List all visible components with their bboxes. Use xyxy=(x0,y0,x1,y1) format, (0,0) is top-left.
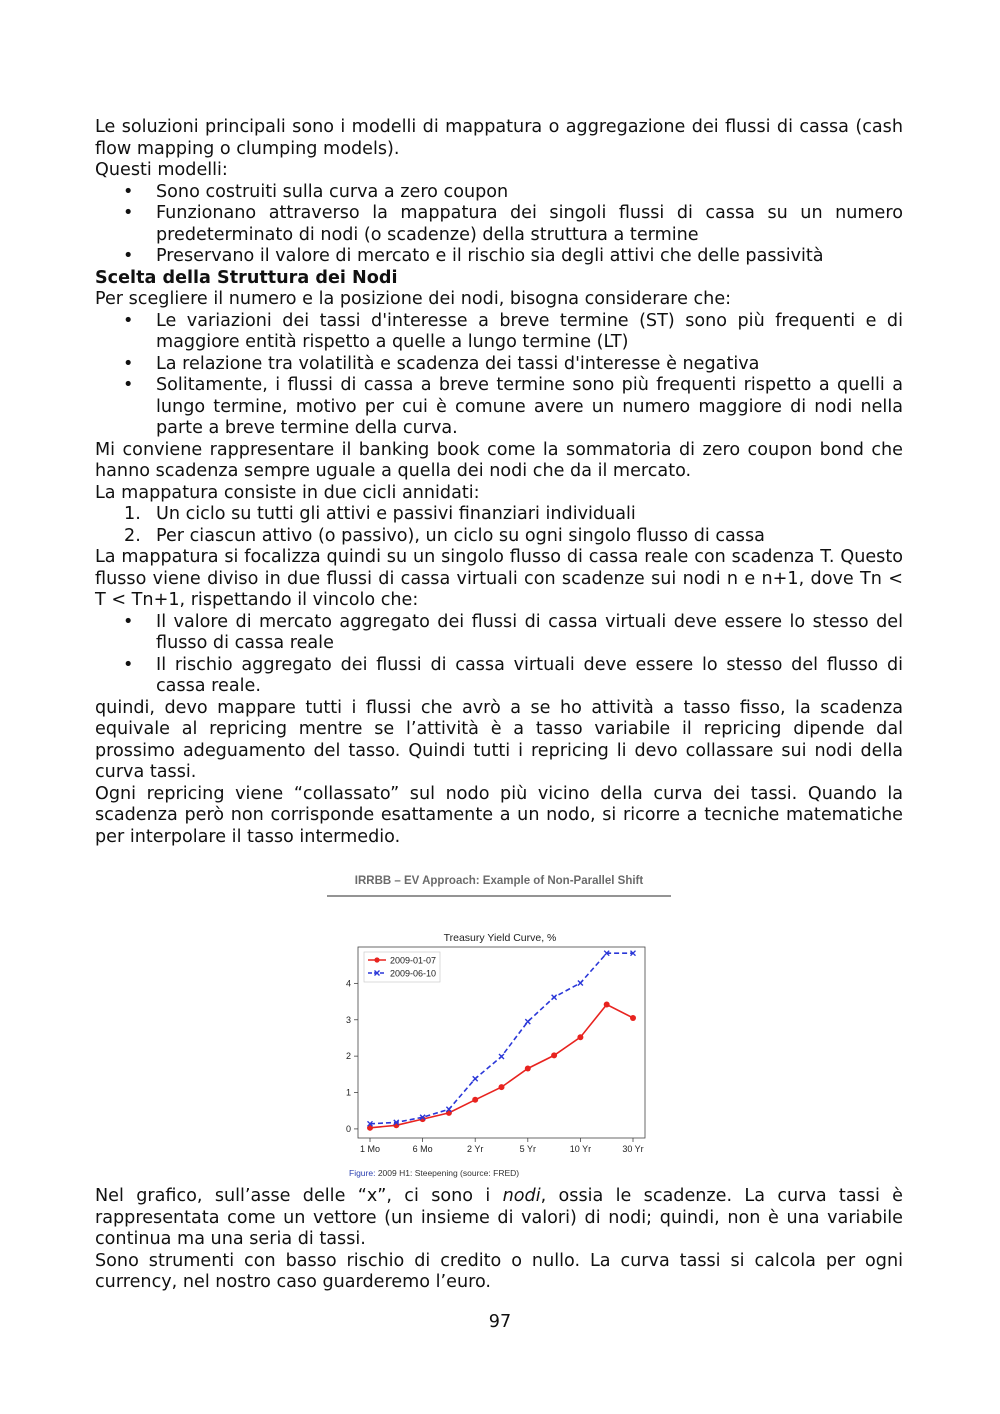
data-point xyxy=(499,1084,505,1090)
data-point xyxy=(551,1052,557,1058)
figure-caption-text: 2009 H1: Steepening (source: FRED) xyxy=(375,1168,520,1178)
y-tick-label: 3 xyxy=(345,1014,351,1025)
x-tick-label: 6 Mo xyxy=(412,1144,433,1154)
x-tick-label: 5 Yr xyxy=(519,1144,536,1154)
paragraph: La mappatura si focalizza quindi su un singolo flusso di cassa reale con scadenza T. Questo flusso viene diviso in due flussi di cassa virtuali con scadenze sui nodi n e n+1, dove Tn < T < Tn+1, rispettando il vincolo che: xyxy=(95,547,903,610)
x-tick-label: 30 Yr xyxy=(622,1144,644,1154)
paragraph: Le soluzioni principali sono i modelli di mappatura o aggregazione dei flussi di cassa (cash flow mapping o clumping models). xyxy=(95,117,903,159)
y-tick-label: 0 xyxy=(345,1123,351,1134)
list-number: 2. xyxy=(124,525,141,546)
paragraph: Sono strumenti con basso rischio di credito o nullo. La curva tassi si calcola per ogni currency, nel nostro caso guarderemo l’euro. xyxy=(95,1250,903,1292)
list-item: • Funzionano attraverso la mappatura dei singoli flussi di cassa su un numero predeterminato di nodi (o scadenze) della struttura a termine xyxy=(95,203,903,246)
list-item: • La relazione tra volatilità e scadenza dei tassi d'interesse è negativa xyxy=(95,354,903,376)
data-point xyxy=(604,1001,610,1007)
y-tick-label: 4 xyxy=(345,978,351,989)
bullet-list xyxy=(95,311,903,440)
section-heading: Scelta della Struttura dei Nodi xyxy=(95,267,398,288)
bullet-list xyxy=(95,612,903,698)
figure-header: IRRBB – EV Approach: Example of Non-Parallel Shift xyxy=(354,875,644,887)
legend-label-1: 2009-01-07 xyxy=(390,955,437,966)
paragraph-text: , ossia le scadenze. La curva tassi è rappresentata come un vettore (un insieme di valori) di nodi; quindi, non è una variabile continua ma una seria di tassi. xyxy=(95,1186,903,1249)
data-point xyxy=(630,1015,636,1021)
page-number: 97 xyxy=(488,1312,512,1332)
list-text: Per ciascun attivo (o passivo), un ciclo su ogni singolo flusso di cassa xyxy=(156,525,765,546)
list-item: • Sono costruiti sulla curva a zero coupon xyxy=(95,182,903,204)
y-tick-label: 2 xyxy=(345,1051,351,1062)
paragraph-text: Nel grafico, sull’asse delle “x”, ci sono i xyxy=(95,1186,503,1206)
list-item: • Preservano il valore di mercato e il rischio sia degli attivi che delle passività xyxy=(95,246,903,268)
paragraph: Questi modelli: xyxy=(95,160,228,180)
list-item xyxy=(95,526,903,548)
data-point xyxy=(525,1066,531,1072)
figure xyxy=(95,866,903,1186)
numbered-list xyxy=(95,504,903,547)
list-text: Un ciclo su tutti gli attivi e passivi finanziari individuali xyxy=(156,504,636,524)
paragraph: Mi conviene rappresentare il banking book come la sommatoria di zero coupon bond che hanno scadenza sempre uguale a quella dei nodi che da il mercato. xyxy=(95,439,903,481)
list-item: • Solitamente, i flussi di cassa a breve termine sono più frequenti rispetto a quelli a lungo termine, motivo per cui è comune avere un numero maggiore di nodi nella parte a breve termine della curva. xyxy=(95,375,903,440)
legend-marker-1 xyxy=(374,957,379,962)
chart-title: Treasury Yield Curve, % xyxy=(443,932,557,944)
data-point xyxy=(472,1097,478,1103)
figure-caption-label: Figure: xyxy=(349,1168,376,1178)
list-number: 1. xyxy=(124,504,141,524)
paragraph: Per scegliere il numero e la posizione dei nodi, bisogna considerare che: xyxy=(95,289,732,309)
paragraph: La mappatura consiste in due cicli annidati: xyxy=(95,482,480,503)
bullet-list xyxy=(95,182,903,268)
paragraph xyxy=(95,1186,903,1251)
y-tick-label: 1 xyxy=(345,1087,351,1098)
list-item: • Le variazioni dei tassi d'interesse a breve termine (ST) sono più frequenti e di maggiore entità rispetto a quelle a lungo termine (LT) xyxy=(95,311,903,354)
document-body xyxy=(95,117,903,1294)
list-item: • Il rischio aggregato dei flussi di cassa virtuali deve essere lo stesso del flusso di cassa reale. xyxy=(95,655,903,698)
emphasis-text: nodi xyxy=(502,1186,541,1206)
paragraph: Ogni repricing viene “collassato” sul nodo più vicino della curva dei tassi. Quando la scadenza però non corrisponde esattamente a un nodo, si ricorre a tecniche matematiche per interpolare il tasso intermedio. xyxy=(95,783,903,847)
paragraph: quindi, devo mappare tutti i flussi che avrò a se ho attività a tasso fisso, la scadenza equivale al repricing mentre se l’attività è a tasso variabile il repricing dipende dal prossimo adeguamento del tasso. Quindi tutti i repricing li devo collassare sui nodi della curva tassi. xyxy=(95,697,903,782)
x-tick-label: 2 Yr xyxy=(467,1144,484,1154)
legend-label-2: 2009-06-10 xyxy=(390,968,437,979)
list-item xyxy=(95,504,903,526)
legend xyxy=(364,952,440,982)
yield-curve-figure xyxy=(319,866,679,1186)
figure-caption xyxy=(349,1168,519,1178)
x-tick-label: 1 Mo xyxy=(359,1144,381,1154)
x-tick-label: 10 Yr xyxy=(569,1144,592,1154)
list-item: • Il valore di mercato aggregato dei flussi di cassa virtuali deve essere lo stesso del flusso di cassa reale xyxy=(95,612,903,655)
data-point xyxy=(577,1034,583,1040)
